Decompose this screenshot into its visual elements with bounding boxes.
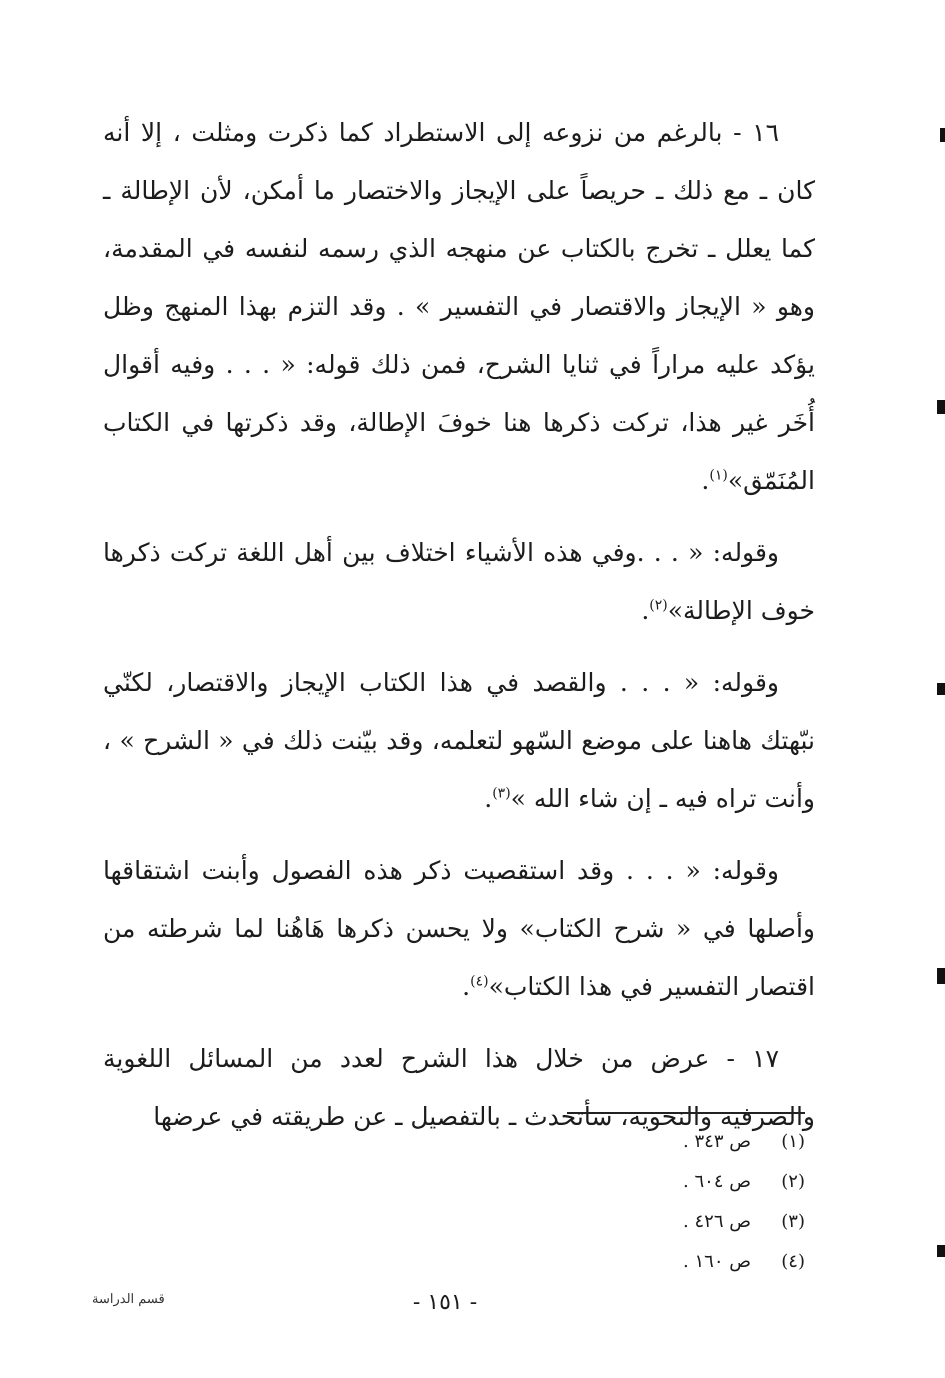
paragraph-text: . [641, 596, 650, 625]
paragraph-text: . [701, 466, 710, 495]
paragraph-text: ١٧ - عرض من خلال هذا الشرح لعدد من المسائل اللغوية والصرفية والنحوية، سأتحدث ـ بالتفصيل ـ عن طريقته في عرضها [103, 1044, 815, 1131]
footnotes [545, 1122, 805, 1282]
body-text [103, 104, 815, 1146]
footnote-number: (٢) [781, 1171, 805, 1192]
scan-edge-mark [937, 968, 945, 984]
paragraph-text: . [484, 784, 493, 813]
scan-edge-mark [940, 128, 945, 142]
scan-edge-mark [937, 683, 945, 695]
footnote-text: ص ٤٢٦ . [683, 1211, 751, 1232]
footnote-item [545, 1162, 805, 1202]
footnote-ref: (٢) [649, 597, 668, 614]
paragraph-text: . [462, 972, 471, 1001]
footnote-text: ص ٣٤٣ . [683, 1131, 751, 1152]
footnote-text: ص ١٦٠ . [683, 1251, 751, 1272]
scan-edge-mark [937, 400, 945, 414]
footnote-item [545, 1122, 805, 1162]
paragraph-text: وقوله: « . . . والقصد في هذا الكتاب الإيجاز والاقتصار، لكنّي نبّهتك هاهنا على موضع السّهو لتعلمه، وقد بيّنت ذلك في « الشرح » ، وأنت تراه فيه ـ إن شاء الله » [103, 668, 815, 813]
page-number: - ١٥١ - [412, 1290, 478, 1315]
footnote-ref: (٣) [492, 785, 511, 802]
footnote-number: (٣) [781, 1211, 805, 1232]
footnote-divider [567, 1112, 805, 1114]
paragraph-16 [103, 104, 815, 510]
paragraph-text: وقوله: « . . . وقد استقصيت ذكر هذه الفصول وأبنت اشتقاقها وأصلها في « شرح الكتاب» ولا يحسن ذكرها هَاهُنا لما شرطته من اقتصار التفسير في هذا الكتاب» [103, 856, 815, 1001]
footnote-item [545, 1242, 805, 1282]
paragraph-text: ١٦ - بالرغم من نزوعه إلى الاستطراد كما ذكرت ومثلت ، إلا أنه كان ـ مع ذلك ـ حريصاً على الإيجاز والاختصار ما أمكن، لأن الإطالة ـ كما يعلل ـ تخرج بالكتاب عن منهجه الذي رسمه لنفسه في المقدمة، وهو « الإيجاز والاقتصار في التفسير » . وقد التزم بهذا المنهج وظل يؤكد عليه مراراً في ثنايا الشرح، فمن ذلك قوله: « . . . وفيه أقوال أُخَر غير هذا، تركت ذكرها هنا خوفَ الإطالة، وقد ذكرتها في الكتاب المُنَمّق» [103, 118, 815, 495]
paragraph-text: وقوله: « . . .وفي هذه الأشياء اختلاف بين أهل اللغة تركت ذكرها خوف الإطالة» [103, 538, 815, 625]
paragraph-quote-4 [103, 842, 815, 1016]
footnote-number: (٤) [781, 1251, 805, 1272]
footnote-text: ص ٦٠٤ . [683, 1171, 751, 1192]
paragraph-quote-2 [103, 524, 815, 640]
section-label: قسم الدراسة [92, 1292, 165, 1307]
paragraph-quote-3 [103, 654, 815, 828]
footnote-ref: (١) [709, 467, 728, 484]
footnote-item [545, 1202, 805, 1242]
scan-edge-mark [937, 1245, 945, 1257]
footnote-ref: (٤) [470, 973, 489, 990]
footnote-number: (١) [781, 1131, 805, 1152]
